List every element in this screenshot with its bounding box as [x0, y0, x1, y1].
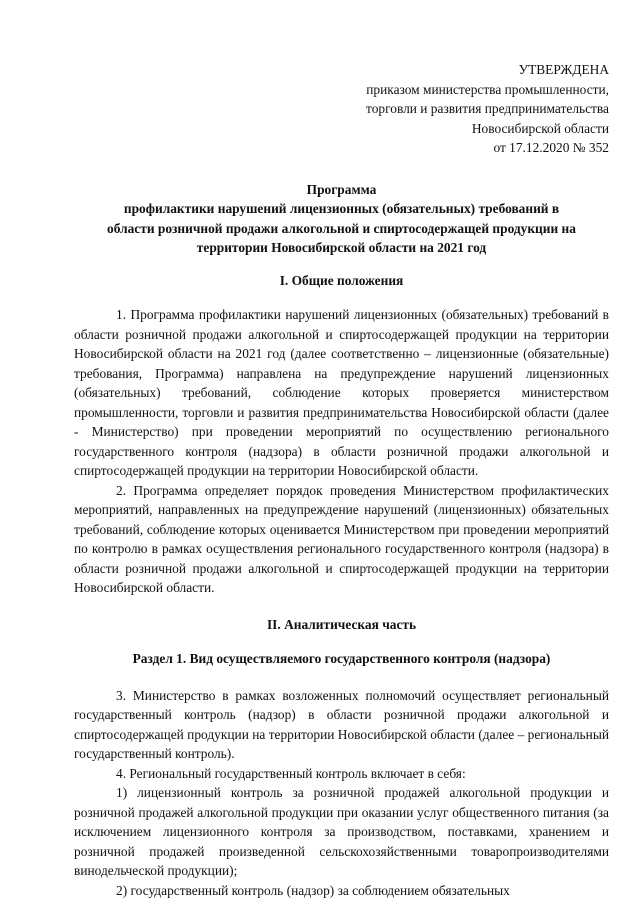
- title-line-1: Программа: [306, 181, 377, 197]
- title-line-2: профилактики нарушений лицензионных (обязательных) требований в: [123, 201, 560, 216]
- approval-title: УТВЕРЖДЕНА: [518, 62, 609, 77]
- section-heading-analytic: II. Аналитическая часть: [266, 616, 417, 632]
- paragraph-2: 2. Программа определяет порядок проведения Министерством профилактических мероприятий, направленных на предупреждение нарушений (лицензионных) обязательных требований, соблюдение которых оценивается Министерством при проведении мероприятий по контролю в рамках осуществления регионального государственного контроля (надзора) в области розничной продажи алкогольной и спиртосодержащей продукции на территории Новосибирской области.: [74, 482, 609, 595]
- paragraph-4-item-1: 1) лицензионный контроль за розничной продажей алкогольной продукции и розничной продажей алкогольной продукции при оказании услуг общественного питания (за исключением лицензионного контроля за производством, поставками, хранением и розничной продажей произведенной сельскохозяйственными товаропроизводителями винодельческой продукции);: [74, 785, 609, 878]
- approval-region-line: Новосибирской области: [471, 120, 609, 136]
- subsection-heading-1: Раздел 1. Вид осуществляемого государственного контроля (надзора): [132, 651, 551, 666]
- document-title: [74, 180, 609, 258]
- title-line-4: территории Новосибирской области на 2021 год: [196, 240, 487, 255]
- approval-ministry-line: торговли и развития предпринимательства: [366, 101, 609, 116]
- paragraph-3: 3. Министерство в рамках возложенных полномочий осуществляет региональный государственный контроль (надзор) в области розничной продажи алкогольной и спиртосодержащей продукции на территории Новосибирской области (далее – региональный государственный контроль).: [74, 687, 609, 761]
- approval-stamp: [74, 60, 609, 158]
- section-heading-general: I. Общие положения: [279, 272, 404, 288]
- approval-order-line: приказом министерства промышленности,: [366, 81, 609, 97]
- title-line-3: области розничной продажи алкогольной и спиртосодержащей продукции на: [107, 220, 576, 236]
- paragraph-4: 4. Региональный государственный контроль включает в себя:: [116, 765, 466, 781]
- document-page: [74, 60, 609, 900]
- paragraph-4-item-2: 2) государственный контроль (надзор) за соблюдением обязательных: [116, 882, 510, 898]
- approval-date-line: от 17.12.2020 № 352: [493, 140, 609, 155]
- paragraph-1: 1. Программа профилактики нарушений лицензионных (обязательных) требований в области розничной продажи алкогольной и спиртосодержащей продукции на территории Новосибирской области на 2021 год (далее соответственно – лицензионные (обязательные) требования, Программа) направлена на предупреждение нарушений лицензионных (обязательных) требований, соблюдение которых проверяется министерством промышленности, торговли и развития предпринимательства Новосибирской области (далее - Министерство) при проведении мероприятий по осуществлению регионального государственного контроля (надзора) в области розничной продажи алкогольной и спиртосодержащей продукции на территории Новосибирской области.: [74, 307, 609, 478]
